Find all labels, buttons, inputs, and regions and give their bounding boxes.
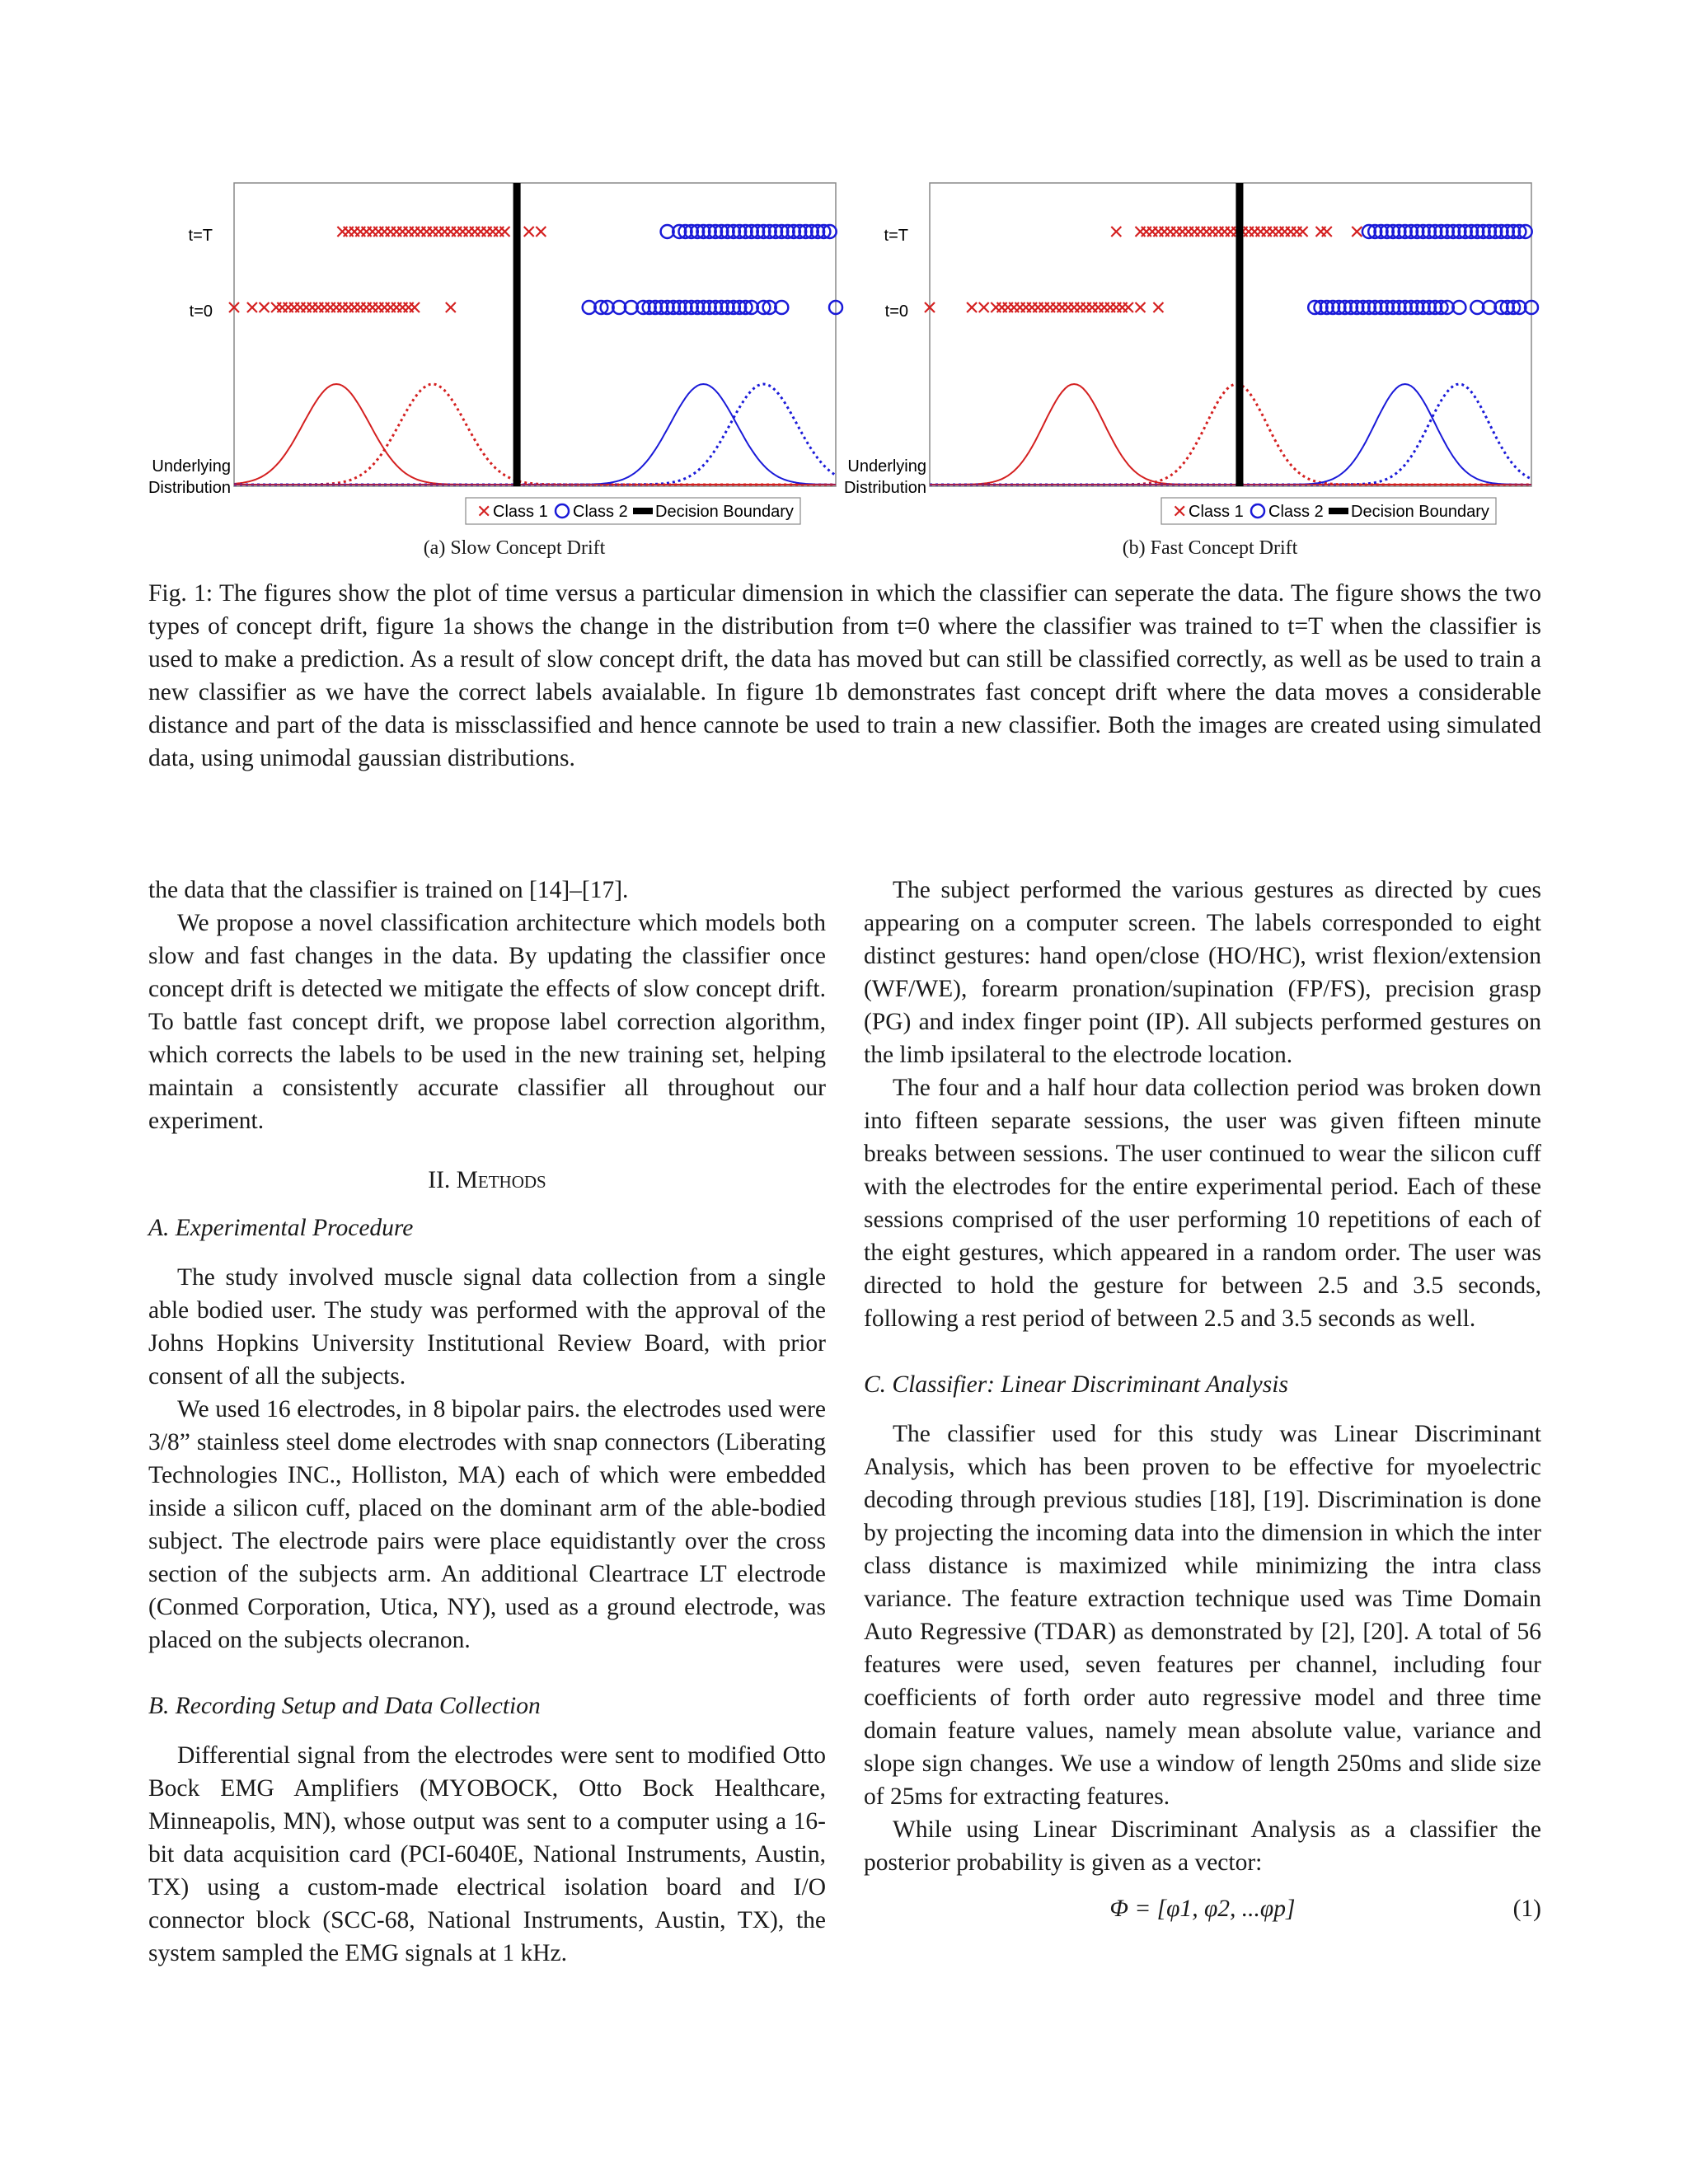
panel-a-label-tT: t=T: [188, 227, 213, 245]
equation-body: Φ = [φ1, φ2, ...φp]: [1109, 1896, 1296, 1922]
panel-a-legend-x-icon: ✕: [476, 501, 492, 522]
panel-a-legend-class1: Class 1: [493, 503, 548, 521]
panel-b-label-underlying: Underlying: [847, 457, 926, 476]
panel-b-legend-class1: Class 1: [1189, 503, 1244, 521]
panel-b-decision-boundary: [1236, 183, 1243, 486]
panel-a-legend-class2: Class 2: [573, 503, 628, 521]
panel-a-marks: [229, 183, 842, 486]
panel-b-legend-boundary-icon: [1329, 508, 1348, 514]
panel-a-point-x-1-27: [500, 227, 510, 237]
panel-a-gaussian-2: [234, 384, 836, 485]
paragraph-a2: We used 16 electrodes, in 8 bipolar pairs. the electrodes used were 3/8” stainless steel dome electrodes with snap connectors (Liberating Technologies INC., Holliston, MA) each of which were embedded inside a silicon cuff, placed on the dominant arm of the able-bodied subject. The electrode pairs were place equidistantly over the cross section of the subjects arm. An additional Cleartrace LT electrode (Conmed Corporation, Utica, NY), used as a ground electrode, was placed on the subjects olecranon.: [148, 1396, 826, 1653]
panel-b-label-t0: t=0: [884, 302, 908, 321]
panel-b-label-tT: t=T: [884, 227, 908, 245]
paragraph-propose: We propose a novel classification architecture which models both slow and fast changes in the data. By updating the classifier once concept drift is detected we mitigate the effects of slow concept drift. To battle fast concept drift, we propose label correction algorithm, which corrects the labels to be used in the new training set, helping maintain a consistently accurate classifier all throughout our experiment.: [148, 910, 826, 1134]
subsection-heading-c: C. Classifier: Linear Discriminant Analysis: [864, 1371, 1288, 1398]
panel-b-point-x-0-1: [967, 302, 977, 312]
panel-b-point-x-1-30: [1322, 227, 1332, 237]
panel-a-label-underlying: Underlying: [152, 457, 231, 476]
panel-a-point-x-0-1: [247, 302, 257, 312]
paragraph-b1: Differential signal from the electrodes were sent to modified Otto Bock EMG Amplifiers (MYOBOCK, Otto Bock Healthcare, Minneapolis, MN), whose output was sent to a computer using a 16-bit data acquisition card (PCI-6040E, National Instruments, Austin, TX) using a custom-made electrical isolation board and I/O connector block (SCC-68, National Instruments, Austin, TX), the system sampled the EMG signals at 1 kHz.: [148, 1742, 826, 1966]
panel-a-gaussian-1: [234, 384, 836, 485]
right-column: [864, 874, 1541, 1933]
paragraph-c1: The classifier used for this study was Linear Discriminant Analysis, which has been proven to be effective for myoelectric decoding through previous studies [18], [19]. Discrimination is done by projecting the incoming data into the dimension in which the inter class distance is maximized while minimizing the intra class variance. The feature extraction technique used was Time Domain Auto Regressive (TDAR) as demonstrated by [2], [20]. A total of 56 features were used, seven features per channel, including four coefficients of forth order auto regressive model and three time domain feature values, namely mean absolute value, variance and slope sign changes. We use a window of length 250ms and slide size of 25ms for extracting features.: [864, 1421, 1541, 1810]
panel-b-fast-concept-drift: [844, 183, 1538, 524]
section-title: Methods: [456, 1167, 546, 1193]
panel-b-point-x-1-28: [1298, 227, 1308, 237]
subsection-heading-a: A. Experimental Procedure: [148, 1215, 414, 1241]
panel-b-point-x-0-2: [979, 302, 989, 312]
panel-b-marks: [925, 183, 1538, 486]
subsection-heading-b: B. Recording Setup and Data Collection: [148, 1693, 541, 1719]
panel-b-point-x-0-25: [1123, 302, 1133, 312]
panel-b-point-x-0-27: [1153, 302, 1163, 312]
equation-1: [864, 1892, 1541, 1933]
panel-a-label-distribution: Distribution: [148, 479, 231, 497]
paragraph-c2: While using Linear Discriminant Analysis as a classifier the posterior probability is given as a vector:: [864, 1816, 1541, 1876]
panel-b-legend-x-icon: ✕: [1172, 501, 1188, 522]
paragraph-r2: The four and a half hour data collection period was broken down into fifteen separate sessions, the user was given fifteen minute breaks between sessions. The user continued to wear the silicon cuff with the electrodes for the entire experimental period. Each of these sessions comprised of the user performing 10 repetitions of each of the eight gestures, which appeared in a random order. The user was directed to hold the gesture for between 2.5 and 3.5 seconds, following a rest period of between 2.5 and 3.5 seconds as well.: [864, 1075, 1541, 1332]
panel-a-gaussian-3: [234, 384, 836, 485]
figure-caption: Fig. 1: The figures show the plot of time versus a particular dimension in which the classifier can seperate the data. The figure shows the two types of concept drift, figure 1a shows the change in the distribution from t=0 where the classifier was trained to t=T when the classifier is used to make a prediction. As a result of slow concept drift, the data has moved but can still be classified correctly, as well as be used to train a new classifier as we have the correct labels avaialable. In figure 1b demonstrates fast concept drift where the data moves a considerable distance and part of the data is missclassified and hence cannote be used to train a new classifier. Both the images are created using simulated data, using unimodal gaussian distributions.: [148, 580, 1541, 771]
section-heading-methods: [148, 1164, 826, 1197]
panel-a-legend-boundary: Decision Boundary: [655, 503, 794, 521]
panel-b-legend-class2: Class 2: [1268, 503, 1324, 521]
panel-a-gaussian-0: [234, 384, 836, 485]
panel-a-legend-boundary-icon: [633, 508, 653, 514]
panel-b-legend-boundary: Decision Boundary: [1351, 503, 1489, 521]
panel-b-point-x-1-31: [1352, 227, 1362, 237]
figure-1: [0, 0, 1688, 536]
left-column: [148, 874, 826, 1970]
panel-b-label-distribution: Distribution: [843, 479, 926, 497]
paragraph-r1: The subject performed the various gestures as directed by cues appearing on a computer screen. The labels corresponded to eight distinct gestures: hand open/close (HO/HC), wrist flexion/extension (WF/WE), forearm pronation/supination (FP/FS), precision grasp (PG) and index finger point (IP). All subjects performed gestures on the limb ipsilateral to the electrode location.: [864, 877, 1541, 1068]
paragraph-a1: The study involved muscle signal data collection from a single able bodied user. The study was performed with the approval of the Johns Hopkins University Institutional Review Board, with prior consent of all the subjects.: [148, 1264, 826, 1390]
panel-a-point-x-0-26: [410, 302, 420, 312]
panel-a-label-t0: t=0: [189, 302, 213, 321]
panel-b-legend: [1161, 498, 1496, 524]
panel-a-point-x-0-27: [446, 302, 456, 312]
subcaption-a: (a) Slow Concept Drift: [423, 537, 606, 559]
panel-a-point-x-0-2: [260, 302, 270, 312]
panel-b-point-x-1-0: [1111, 227, 1121, 237]
panel-a-point-x-1-28: [524, 227, 534, 237]
subcaption-b: (b) Fast Concept Drift: [1122, 537, 1298, 559]
panel-b-point-x-0-26: [1136, 302, 1146, 312]
panel-a-decision-boundary: [513, 183, 521, 486]
section-number: II.: [428, 1167, 451, 1193]
equation-number: (1): [1512, 1896, 1541, 1922]
paragraph-intro: the data that the classifier is trained on [14]–[17].: [148, 877, 629, 903]
panel-a-legend: [466, 498, 800, 524]
panel-a-slow-concept-drift: [148, 183, 842, 524]
panel-a-point-x-1-29: [536, 227, 546, 237]
